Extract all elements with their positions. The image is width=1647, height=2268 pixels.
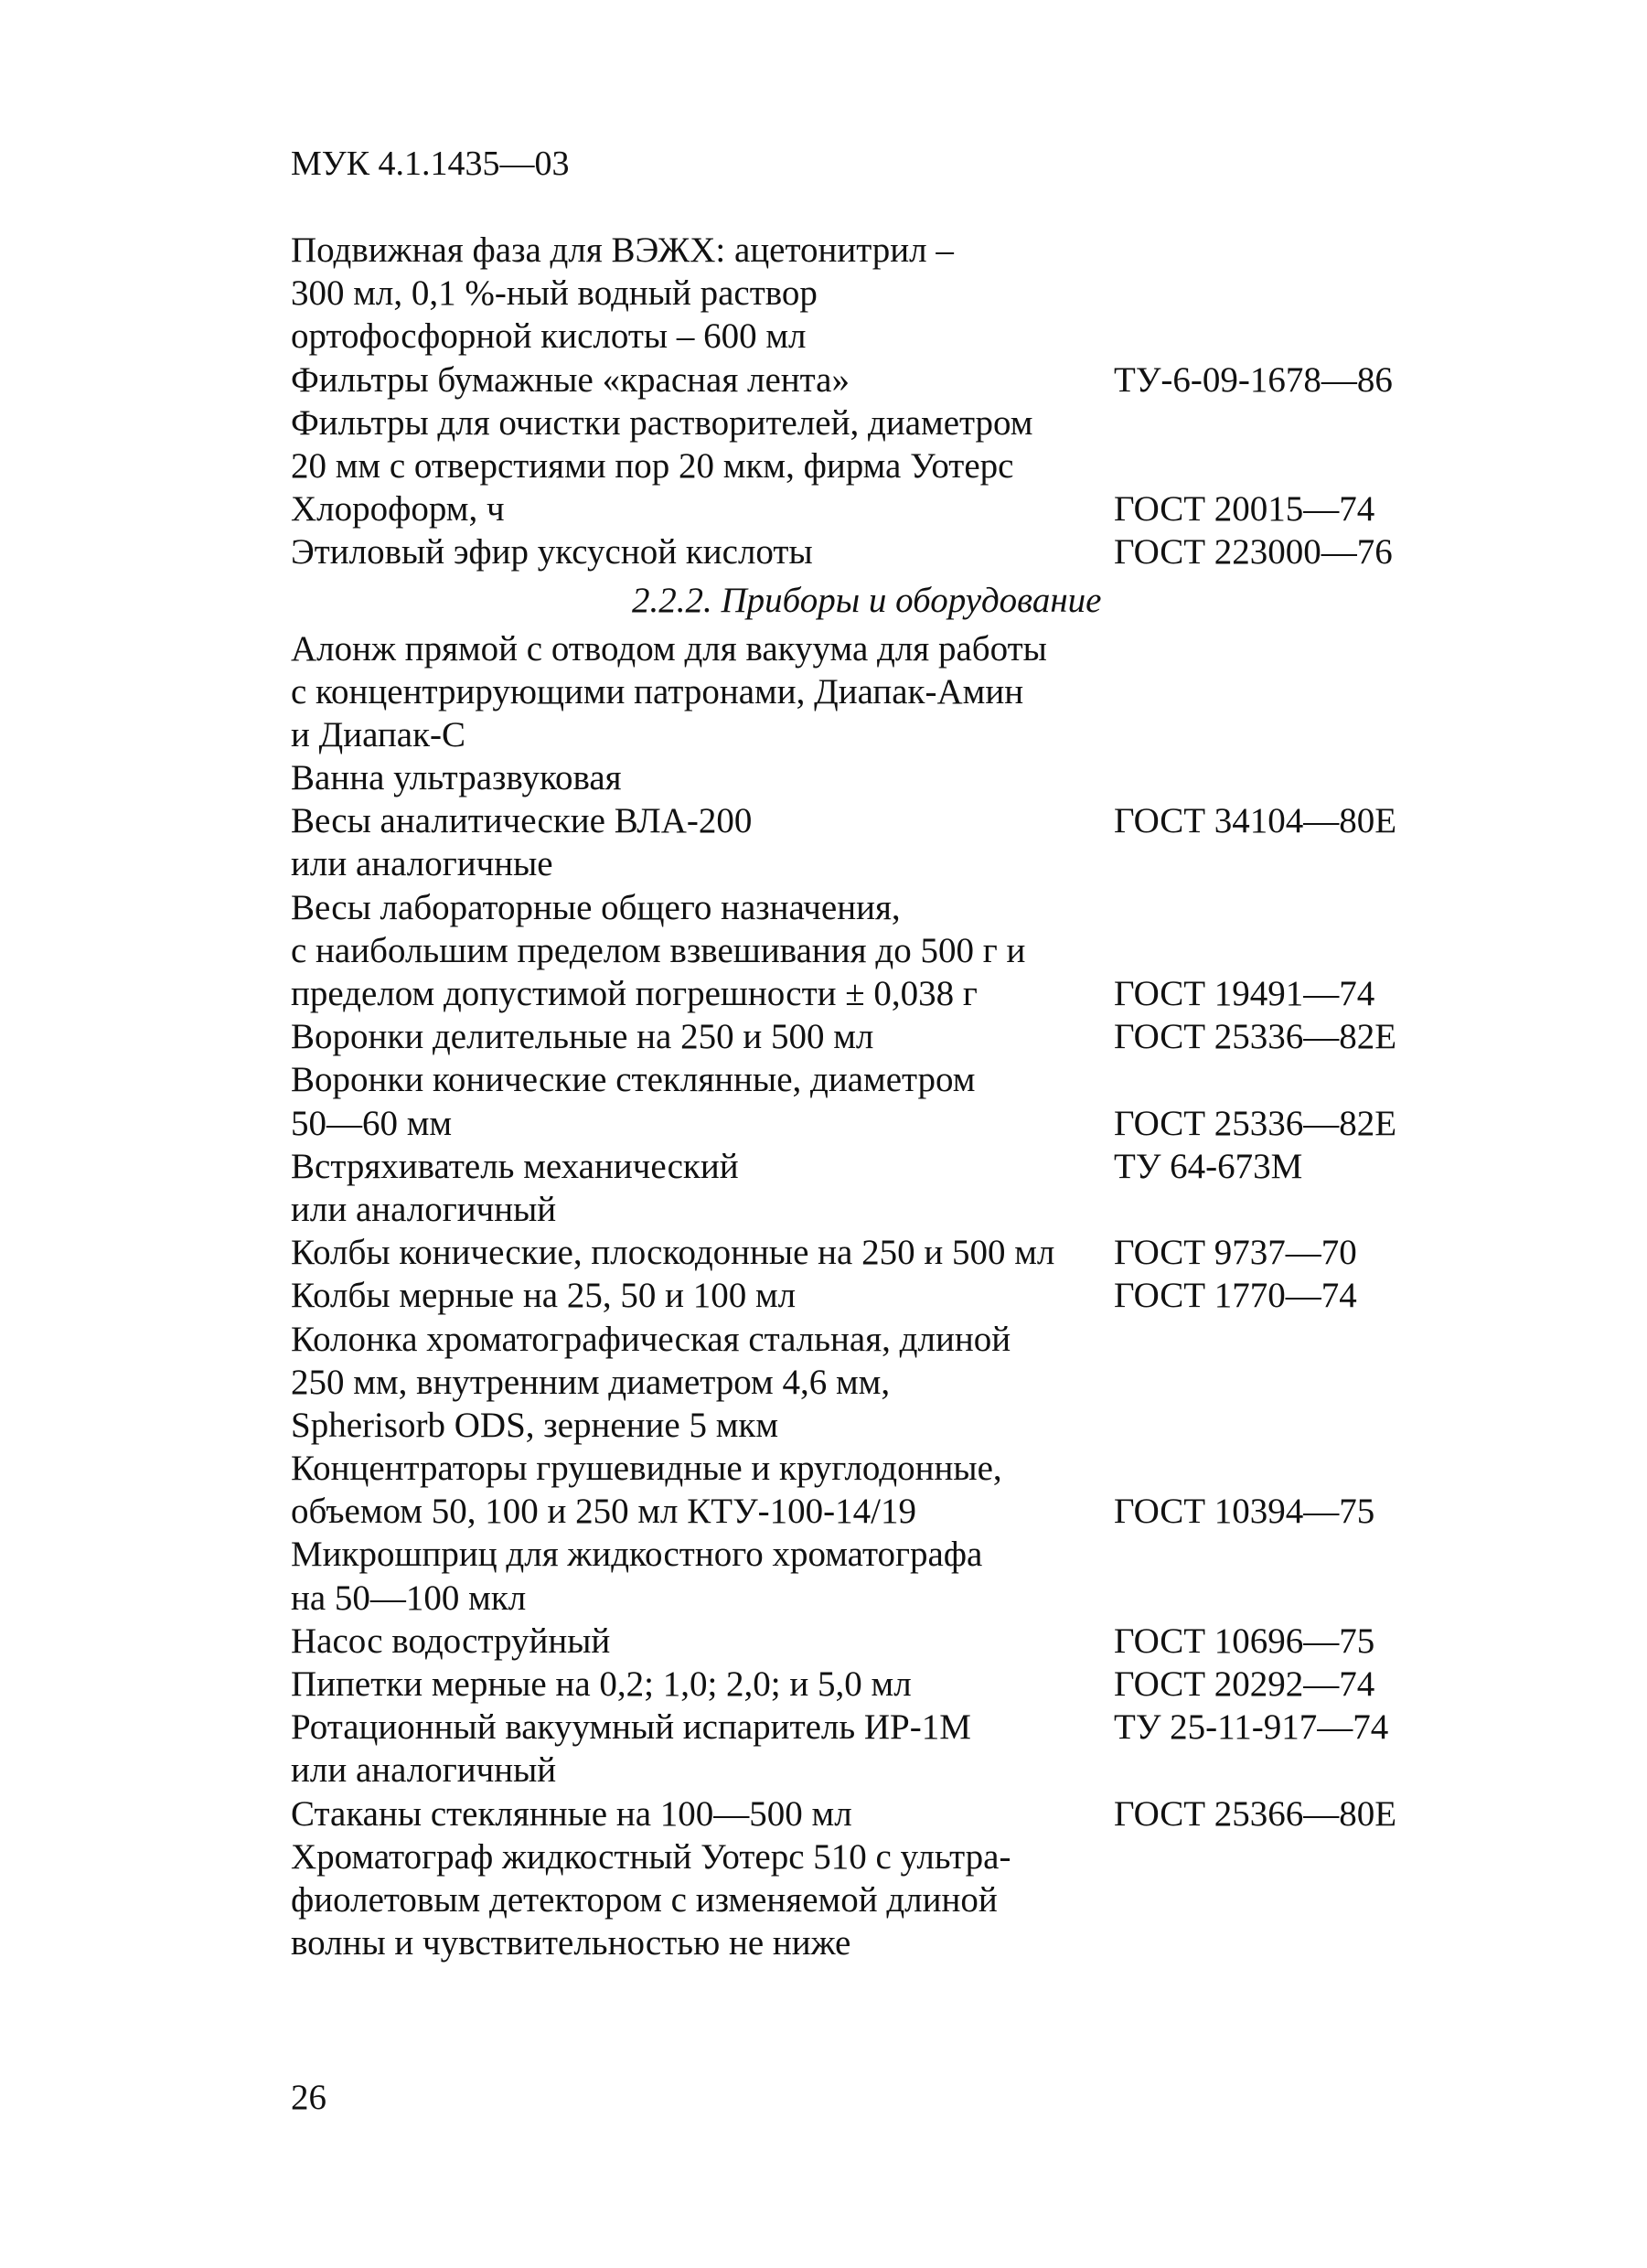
item-standard: ГОСТ 34104—80Е xyxy=(1114,801,1397,841)
equipment-row xyxy=(291,1145,1434,1188)
item-name: Микрошприц для жидкостного хроматографа xyxy=(291,1535,983,1575)
item-standard: ГОСТ 9737—70 xyxy=(1114,1233,1357,1273)
equipment-row xyxy=(291,1490,1434,1533)
equipment-row xyxy=(291,1404,1434,1447)
item-name: Spherisorb ODS, зернение 5 мкм xyxy=(291,1405,779,1445)
equipment-row xyxy=(291,1318,1434,1361)
item-name: Концентраторы грушевидные и круглодонные, xyxy=(291,1449,1002,1489)
reagent-row xyxy=(291,315,1434,358)
item-name: Стаканы стеклянные на 100—500 мл xyxy=(291,1793,852,1834)
reagent-row xyxy=(291,272,1434,315)
item-name: фиолетовым детектором с изменяемой длиной xyxy=(291,1879,998,1920)
equipment-row xyxy=(291,1620,1434,1663)
equipment-row xyxy=(291,1792,1434,1835)
item-name: 250 мм, внутренним диаметром 4,6 мм, xyxy=(291,1362,891,1402)
item-name: объемом 50, 100 и 250 мл КТУ-100-14/19 xyxy=(291,1492,916,1532)
reagent-row xyxy=(291,487,1434,530)
item-name: Хроматограф жидкостный Уотерс 510 с ультра- xyxy=(291,1836,1011,1877)
item-name: Алонж прямой с отводом для вакуума для работы xyxy=(291,628,1047,669)
equipment-row xyxy=(291,1878,1434,1921)
item-name: Воронки конические стеклянные, диаметром xyxy=(291,1060,976,1100)
item-name: волны и чувствительностью не ниже xyxy=(291,1923,851,1963)
item-standard: ТУ-6-09-1678—86 xyxy=(1114,359,1393,400)
item-name: с наибольшим пределом взвешивания до 500 г и xyxy=(291,930,1026,970)
item-name: или аналогичные xyxy=(291,844,553,884)
section-title xyxy=(291,574,1434,627)
item-standard: ГОСТ 25336—82Е xyxy=(1114,1103,1397,1143)
item-standard: ТУ 64-673М xyxy=(1114,1146,1303,1186)
equipment-row xyxy=(291,756,1434,799)
page-content xyxy=(291,229,1434,1964)
equipment-row xyxy=(291,1533,1434,1576)
item-name: Колбы мерные на 25, 50 и 100 мл xyxy=(291,1276,797,1316)
equipment-list xyxy=(291,627,1434,1965)
item-name: Фильтры бумажные «красная лента» xyxy=(291,359,850,400)
equipment-row xyxy=(291,1749,1434,1792)
item-name: Фильтры для очистки растворителей, диаметром xyxy=(291,402,1033,443)
item-name: или аналогичный xyxy=(291,1189,557,1229)
item-name: пределом допустимой погрешности ± 0,038 г xyxy=(291,974,978,1013)
equipment-row xyxy=(291,670,1434,713)
item-name: на 50—100 мкл xyxy=(291,1578,527,1618)
equipment-row xyxy=(291,1921,1434,1964)
item-standard: ГОСТ 1770—74 xyxy=(1114,1276,1357,1316)
equipment-row xyxy=(291,1447,1434,1490)
item-name: Весы аналитические ВЛА-200 xyxy=(291,801,753,841)
item-name: Колонка хроматографическая стальная, длиной xyxy=(291,1319,1011,1359)
reagent-row xyxy=(291,401,1434,444)
equipment-row xyxy=(291,1663,1434,1706)
item-standard: ГОСТ 25336—82Е xyxy=(1114,1017,1397,1057)
item-standard: ГОСТ 25366—80Е xyxy=(1114,1793,1397,1834)
equipment-row xyxy=(291,929,1434,972)
item-name: 300 мл, 0,1 %-ный водный раствор xyxy=(291,273,818,314)
item-name: с концентрирующими патронами, Диапак-Амин xyxy=(291,671,1024,711)
item-name: Весы лабораторные общего назначения, xyxy=(291,887,901,927)
item-standard: ГОСТ 19491—74 xyxy=(1114,974,1375,1013)
equipment-row xyxy=(291,1015,1434,1058)
equipment-row xyxy=(291,886,1434,929)
equipment-row xyxy=(291,842,1434,885)
item-standard: ГОСТ 10394—75 xyxy=(1114,1492,1375,1532)
equipment-row xyxy=(291,1058,1434,1101)
reagent-row xyxy=(291,530,1434,573)
reagent-row xyxy=(291,358,1434,401)
equipment-row xyxy=(291,1274,1434,1317)
equipment-row xyxy=(291,1706,1434,1749)
reagent-row xyxy=(291,229,1434,272)
reagent-row xyxy=(291,444,1434,487)
equipment-row xyxy=(291,1188,1434,1231)
item-name: Воронки делительные на 250 и 500 мл xyxy=(291,1017,874,1057)
item-standard: ТУ 25-11-917—74 xyxy=(1114,1707,1389,1748)
equipment-row xyxy=(291,1835,1434,1878)
item-standard: ГОСТ 223000—76 xyxy=(1114,532,1393,572)
equipment-row xyxy=(291,799,1434,842)
item-name: Встряхиватель механический xyxy=(291,1146,739,1186)
equipment-row xyxy=(291,713,1434,756)
equipment-row xyxy=(291,1361,1434,1404)
equipment-row xyxy=(291,627,1434,670)
item-standard: ГОСТ 10696—75 xyxy=(1114,1621,1375,1661)
item-name: или аналогичный xyxy=(291,1750,557,1791)
item-name: 20 мм с отверстиями пор 20 мкм, фирма Уотерс xyxy=(291,445,1014,486)
item-name: Этиловый эфир уксусной кислоты xyxy=(291,532,813,572)
equipment-row xyxy=(291,1231,1434,1274)
item-name: Колбы конические, плоскодонные на 250 и 500 мл xyxy=(291,1233,1055,1273)
item-name: Подвижная фаза для ВЭЖХ: ацетонитрил – xyxy=(291,230,954,270)
reagents-list xyxy=(291,229,1434,574)
item-name: Ванна ультразвуковая xyxy=(291,758,622,798)
equipment-row xyxy=(291,1577,1434,1620)
item-name: Насос водоструйный xyxy=(291,1621,611,1661)
item-standard: ГОСТ 20015—74 xyxy=(1114,489,1375,530)
document-code: МУК 4.1.1435—03 xyxy=(291,144,570,183)
page-number: 26 xyxy=(291,2078,326,2117)
item-name: и Диапак-С xyxy=(291,714,466,754)
section-title-text: 2.2.2. Приборы и оборудование xyxy=(632,580,1102,620)
item-name: Пипетки мерные на 0,2; 1,0; 2,0; и 5,0 мл xyxy=(291,1664,912,1704)
item-name: 50—60 мм xyxy=(291,1103,453,1143)
item-standard: ГОСТ 20292—74 xyxy=(1114,1664,1375,1704)
equipment-row xyxy=(291,972,1434,1015)
item-name: Хлороформ, ч xyxy=(291,489,505,530)
item-name: Ротационный вакуумный испаритель ИР-1М xyxy=(291,1707,971,1748)
equipment-row xyxy=(291,1102,1434,1145)
item-name: ортофосфорной кислоты – 600 мл xyxy=(291,316,807,357)
